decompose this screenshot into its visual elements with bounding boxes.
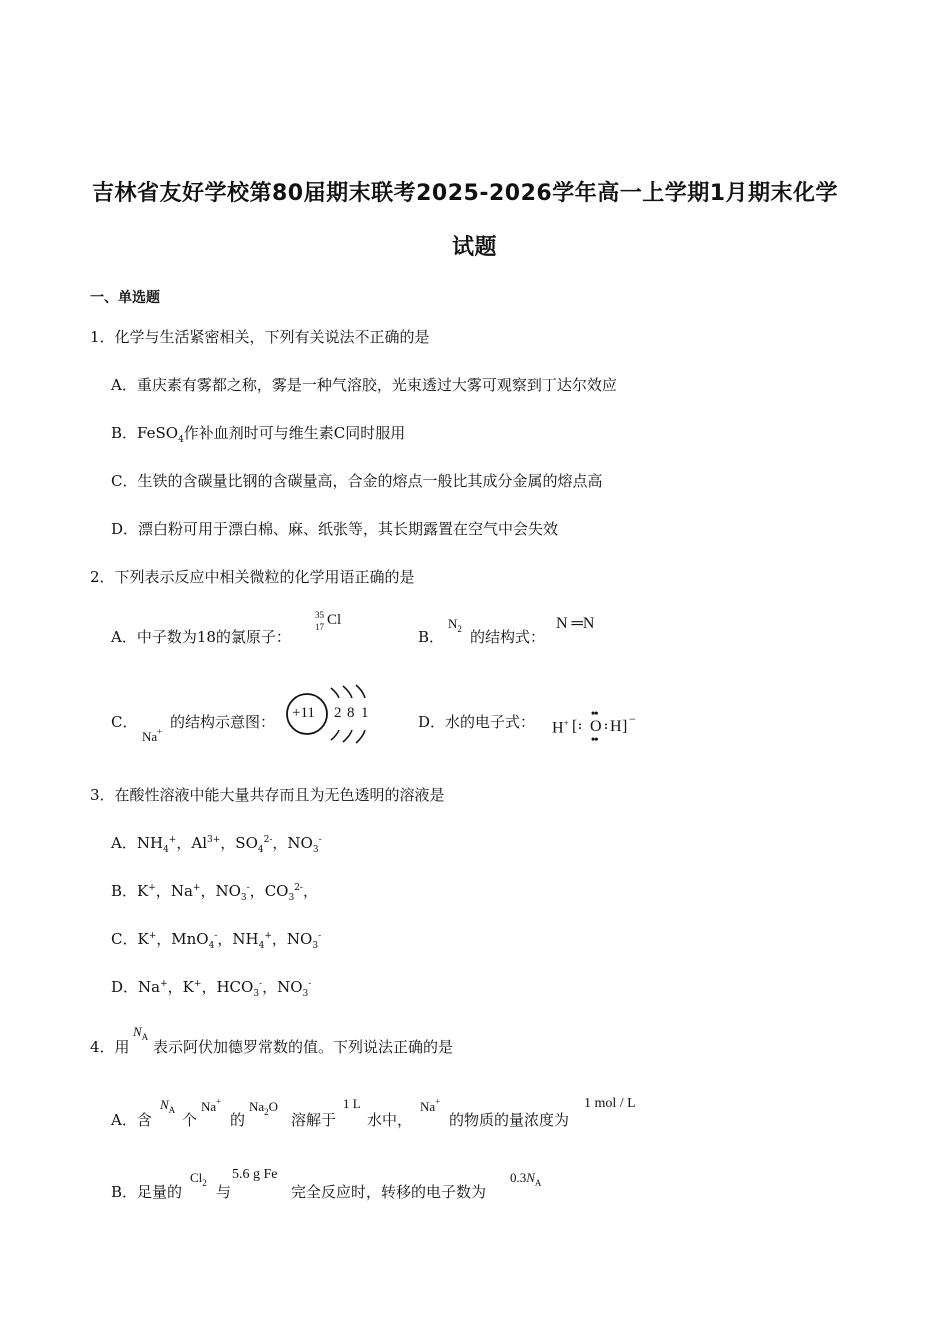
question-2-option-c-label: C．: [111, 713, 138, 731]
shell-1-electrons: 2: [334, 705, 342, 721]
question-4-stem-prefix: 4．用: [90, 1038, 130, 1056]
nitrogen-molecule-formula: $N_2$: [448, 616, 462, 635]
lone-pair-bottom: ••: [591, 732, 598, 746]
bracket-close: ]: [622, 718, 628, 735]
question-4-stem: 表示阿伏加德罗常数的值。下列说法正确的是: [153, 1038, 454, 1056]
page-title: 吉林省友好学校第80届期末联考2025-2026学年高一上学期1月期末化学: [92, 181, 839, 206]
question-1-option-b: B．FeSO$_4$作补血剂时可与维生素C同时服用: [111, 424, 406, 445]
question-2-stem: 2．下列表示反应中相关微粒的化学用语正确的是: [90, 568, 415, 586]
oxygen-atom: O: [590, 718, 602, 735]
bracket-open: [: [572, 718, 578, 735]
question-1-option-d: D．漂白粉可用于漂白棉、麻、纸张等，其长期露置在空气中会失效: [111, 520, 559, 538]
lone-pair-top: ••: [591, 706, 598, 720]
electron-shell-arc-3-top: [356, 685, 365, 698]
question-4-option-b-text: 完全反应时，转移的电子数为: [291, 1183, 487, 1201]
concentration-value: 1 mol / L: [584, 1096, 636, 1111]
avogadro-symbol-a: $N_A$: [160, 1097, 176, 1116]
electron-shell-arc-1-top: [331, 688, 339, 698]
sodium-ion-formula: Na+: [142, 726, 163, 744]
electron-shell-arc-3-bottom: [356, 730, 365, 743]
shell-2-electrons: 8: [347, 705, 355, 721]
question-1-stem: 1．化学与生活紧密相关，下列有关说法不正确的是: [90, 328, 430, 346]
text-and: 与: [216, 1183, 232, 1201]
sodium-oxide-formula: $Na_2O$: [249, 1099, 279, 1118]
hydrogen-ion-left: H+: [552, 718, 569, 737]
question-3-option-c: C．K+，MnO$_4$-，$NH_4^+$，$NO_3^-$: [111, 930, 322, 951]
electron-transfer-count: $0.3N_A$: [510, 1170, 542, 1189]
question-1-option-a: A．重庆素有雾都之称，雾是一种气溶胶，光束透过大雾可观察到丁达尔效应: [111, 376, 617, 394]
sodium-ion-a2: Na+: [420, 1096, 441, 1114]
text-de: 的: [230, 1111, 246, 1129]
question-1-option-c: C．生铁的含碳量比钢的含碳量高，合金的熔点一般比其成分金属的熔点高: [111, 472, 603, 490]
text-dissolve: 溶解于: [291, 1111, 337, 1129]
nitrogen-structural-formula: N ═N: [556, 615, 595, 632]
water-volume: 1 L: [343, 1096, 361, 1111]
question-2-option-c-text: 的结构示意图：: [170, 713, 276, 731]
text-concentration: 的物质的量浓度为: [449, 1111, 570, 1129]
question-3-stem: 3．在酸性溶液中能大量共存而且为无色透明的溶液是: [90, 786, 445, 804]
chlorine-molecule-formula: $Cl_2$: [190, 1170, 207, 1189]
page-title-continued: 试题: [452, 235, 498, 260]
lone-pair-left: :: [578, 718, 582, 732]
question-4-option-a-label: A．含: [111, 1111, 152, 1129]
avogadro-constant-symbol: $N_A$: [133, 1024, 149, 1043]
question-3-option-a: A．$NH_4^+$，$Al^{3+}$，$SO_4^{2-}$，$NO_3^-$: [111, 834, 322, 855]
text-ge: 个: [182, 1111, 198, 1129]
question-2-option-b-label: B．: [418, 628, 445, 646]
hydrogen-atom-right: H: [610, 718, 622, 735]
sodium-ion-a: Na+: [201, 1096, 222, 1114]
question-3-option-b: B．K+，Na+，$NO_3^-$，$CO_3^{2-}$，: [111, 882, 318, 903]
question-4-option-b-label: B．足量的: [111, 1183, 183, 1201]
iron-mass: 5.6 g Fe: [232, 1167, 278, 1182]
electron-shell-arc-1-bottom: [331, 730, 339, 740]
nucleus-charge: +11: [292, 705, 315, 721]
ion-charge: −: [629, 712, 636, 726]
question-2-option-a-text: A．中子数为18的氯原子：: [111, 628, 291, 646]
electron-shell-arc-2-bottom: [343, 730, 352, 742]
question-2-option-b-text: 的结构式：: [470, 628, 546, 646]
water-electron-formula: [552, 706, 652, 746]
question-3-option-d: D．Na+，K+，$HCO_3^-$，$NO_3^-$: [111, 978, 312, 999]
question-2-option-d-text: D．水的电子式：: [418, 713, 536, 731]
section-heading: 一、单选题: [90, 290, 160, 306]
bond-pair-right: :: [604, 718, 608, 732]
shell-3-electrons: 1: [361, 705, 369, 721]
electron-shell-arc-2-top: [343, 686, 352, 698]
text-water: 水中，: [367, 1111, 413, 1129]
sodium-ion-structure-diagram: [285, 684, 375, 744]
